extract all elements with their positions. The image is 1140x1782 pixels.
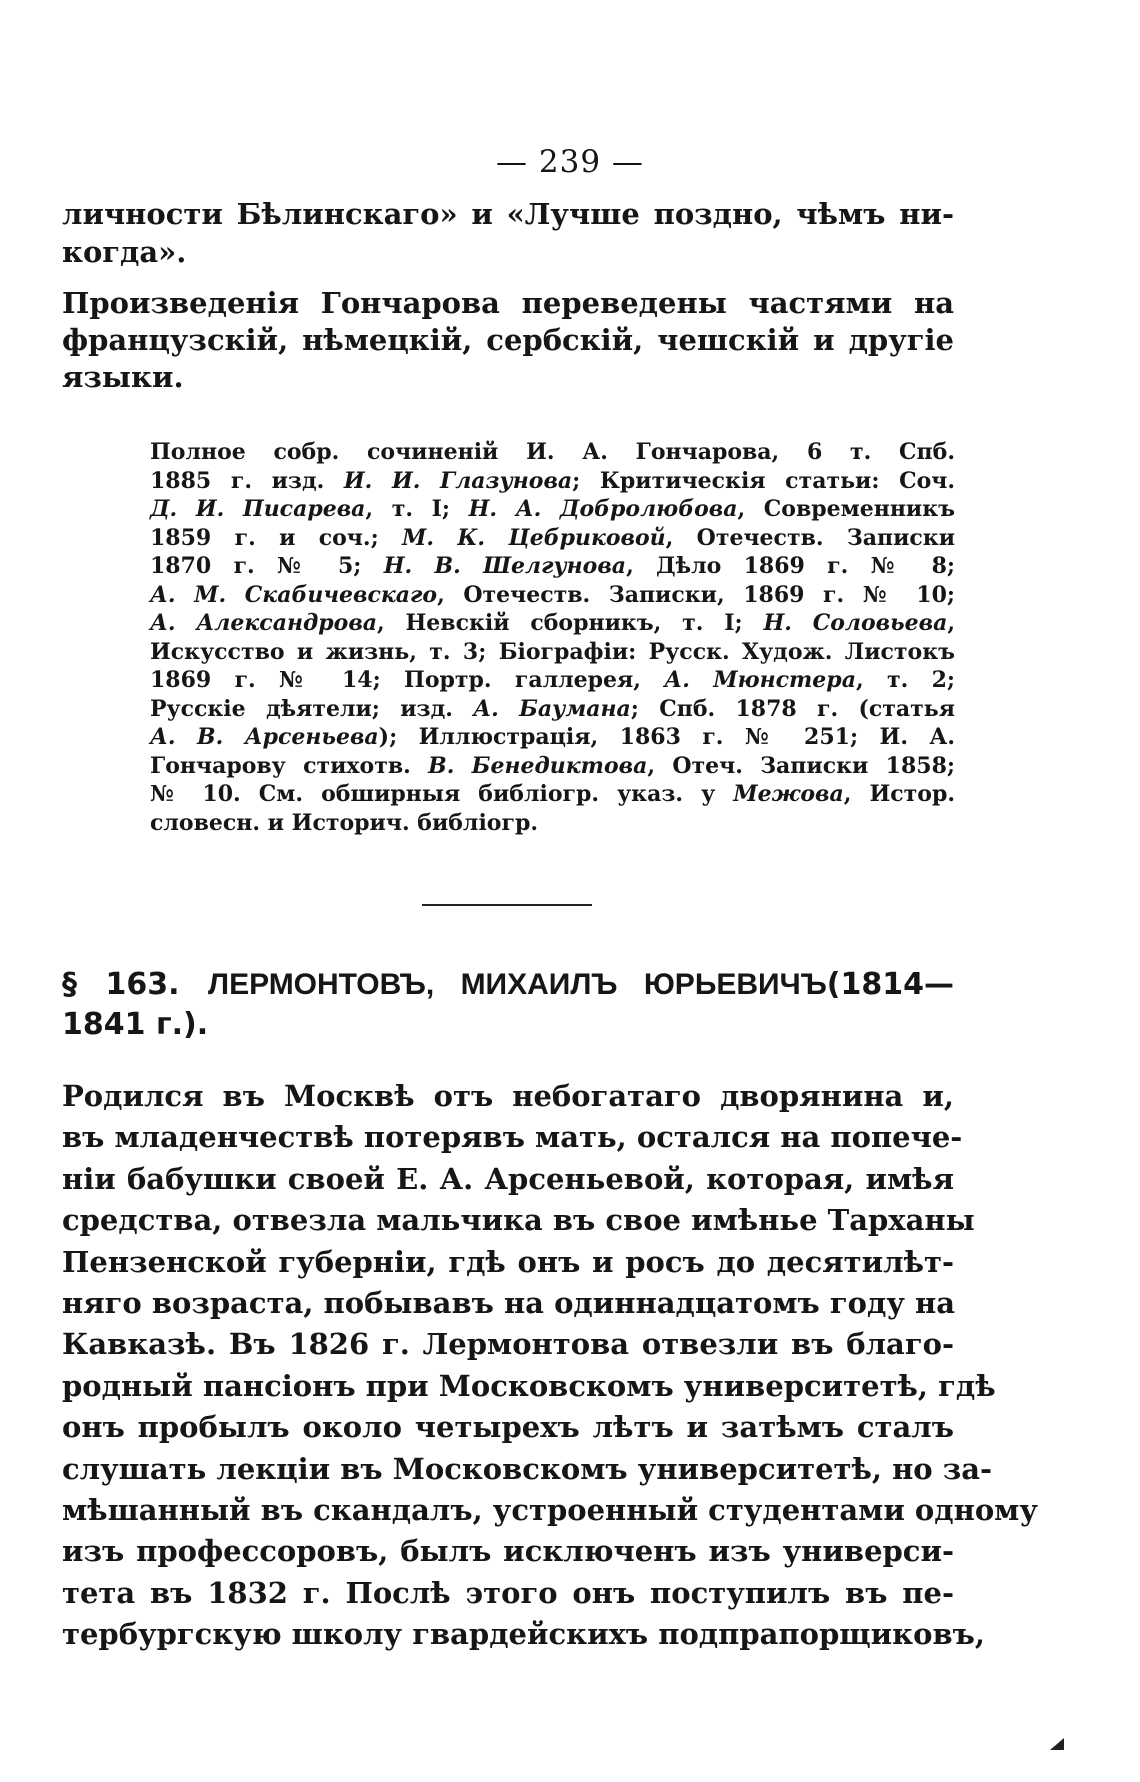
text-segment: , Истор. bbox=[843, 781, 956, 807]
author-name: А. Мюнстера bbox=[664, 667, 856, 693]
text-line: изъ профессоровъ, былъ исключенъ изъ универси- bbox=[62, 1534, 954, 1569]
text-segment: , Дѣло 1869 г. № 8; bbox=[626, 553, 955, 579]
bibliography-line bbox=[150, 696, 955, 723]
author-name: Н. Соловьева bbox=[763, 610, 948, 636]
text-segment: словесн. и Историч. библіогр. bbox=[150, 809, 538, 836]
author-name: Н. А. Добролюбова bbox=[468, 496, 738, 522]
author-name: А. В. Арсеньева bbox=[150, 724, 379, 750]
text-segment: , Отеч. Записки 1858; bbox=[647, 752, 955, 779]
text-segment: ); Иллюстрація, 1863 г. № 251; И. А. bbox=[378, 724, 955, 750]
bibliography-line bbox=[150, 582, 955, 609]
author-name: В. Бенедиктова bbox=[428, 752, 648, 779]
bibliography-line bbox=[150, 639, 955, 666]
author-name: М. К. Цебриковой bbox=[402, 524, 666, 551]
text-line: французскій, нѣмецкій, сербскій, чешскій и другіе bbox=[62, 323, 954, 357]
section-number: § 163. bbox=[62, 967, 180, 1002]
text-segment: Русскіе дѣятели; изд. bbox=[150, 695, 474, 722]
text-line: средства, отвезла мальчика въ свое имѣнье Тарханы bbox=[62, 1203, 975, 1238]
bibliography-line bbox=[150, 496, 955, 523]
text-segment: , т. I; bbox=[365, 496, 469, 522]
bibliography-line bbox=[150, 724, 955, 751]
text-segment: № 10. См. обширныя библіогр. указ. у bbox=[150, 781, 734, 807]
text-line: родный пансіонъ при Московскомъ университетѣ, гдѣ bbox=[62, 1368, 996, 1403]
text-line: когда». bbox=[62, 235, 187, 269]
author-name: А. Александрова bbox=[150, 610, 378, 636]
text-segment: , т. 2; bbox=[855, 667, 956, 693]
text-line: слушать лекціи въ Московскомъ университетѣ, но за- bbox=[62, 1451, 993, 1486]
author-name: Д. И. Писарева bbox=[150, 496, 366, 522]
text-segment: , bbox=[947, 610, 956, 636]
text-segment: 1859 г. и соч.; bbox=[150, 524, 403, 551]
bibliography-line bbox=[150, 810, 955, 837]
text-line: Кавказѣ. Въ 1826 г. Лермонтова отвезли въ благо- bbox=[62, 1327, 954, 1362]
text-segment: , Современникъ bbox=[737, 496, 956, 522]
bibliography-line bbox=[150, 667, 955, 694]
text-line: мѣшанный въ скандалъ, устроенный студентами одному bbox=[62, 1493, 1038, 1527]
text-segment: Искусство и жизнь, т. 3; Біографіи: Русск. Худож. Листокъ bbox=[150, 638, 955, 665]
bibliography-line bbox=[150, 553, 955, 580]
heading-line-1 bbox=[62, 966, 954, 1004]
section-title: ЛЕРМОНТОВЪ, МИХАИЛЪ ЮРЬЕВИЧЪ bbox=[208, 968, 827, 1001]
bibliography-line bbox=[150, 439, 955, 466]
text-segment: , Невскій сборникъ, т. I; bbox=[377, 610, 764, 636]
text-line: Произведенія Гончарова переведены частями на bbox=[62, 286, 954, 320]
text-segment: 1869 г. № 14; Портр. галлерея, bbox=[150, 667, 665, 693]
text-segment: 1870 г. № 5; bbox=[150, 553, 384, 579]
page-number: — 239 — bbox=[496, 144, 644, 180]
text-segment: ; Спб. 1878 г. (статья bbox=[630, 695, 955, 722]
text-line: няго возраста, побывавъ на одиннадцатомъ году на bbox=[62, 1286, 955, 1320]
author-name: А. М. Скабичевскаго bbox=[150, 581, 438, 608]
author-name: И. И. Глазунова bbox=[343, 467, 573, 494]
text-line: Пензенской губерніи, гдѣ онъ и росъ до десятилѣт- bbox=[62, 1244, 954, 1279]
bibliography-line bbox=[150, 468, 955, 495]
bibliography-line bbox=[150, 753, 955, 780]
text-line: тета въ 1832 г. Послѣ этого онъ поступилъ въ пе- bbox=[62, 1575, 954, 1610]
author-name: А. Баумана bbox=[473, 695, 631, 722]
section-years-end: 1841 г.). bbox=[62, 1007, 209, 1042]
bibliography-line bbox=[150, 781, 955, 808]
text-segment: ; Критическія статьи: Соч. bbox=[572, 467, 956, 494]
text-line: тербургскую школу гвардейскихъ подпрапорщиковъ, bbox=[62, 1617, 985, 1652]
text-line: Родился въ Москвѣ отъ небогатаго дворянина и, bbox=[62, 1079, 954, 1113]
corner-mark bbox=[1050, 1738, 1064, 1750]
text-line: личности Бѣлинскаго» и «Лучше поздно, чѣмъ ни- bbox=[62, 197, 954, 231]
author-name: Межова bbox=[733, 781, 844, 807]
section-divider bbox=[422, 904, 592, 906]
text-line: онъ пробылъ около четырехъ лѣтъ и затѣмъ сталъ bbox=[62, 1410, 954, 1445]
text-segment: , Отечеств. Записки bbox=[665, 524, 956, 551]
text-segment: , Отечеств. Записки, 1869 г. № 10; bbox=[437, 581, 955, 608]
author-name: Н. В. Шелгунова bbox=[383, 553, 627, 579]
text-line: въ младенчествѣ потерявъ мать, остался на попече- bbox=[62, 1120, 963, 1155]
text-line: ніи бабушки своей Е. А. Арсеньевой, которая, имѣя bbox=[62, 1161, 954, 1196]
text-segment: Полное собр. сочиненій И. А. Гончарова, 6 т. Спб. bbox=[150, 439, 955, 465]
bibliography-line bbox=[150, 525, 955, 552]
bibliography-line bbox=[150, 610, 955, 637]
section-years-start: (1814— bbox=[826, 967, 955, 1002]
text-line: языки. bbox=[62, 360, 184, 394]
heading-line-2 bbox=[62, 1006, 954, 1044]
text-segment: Гончарову стихотв. bbox=[150, 752, 429, 779]
text-segment: 1885 г. изд. bbox=[150, 467, 344, 494]
